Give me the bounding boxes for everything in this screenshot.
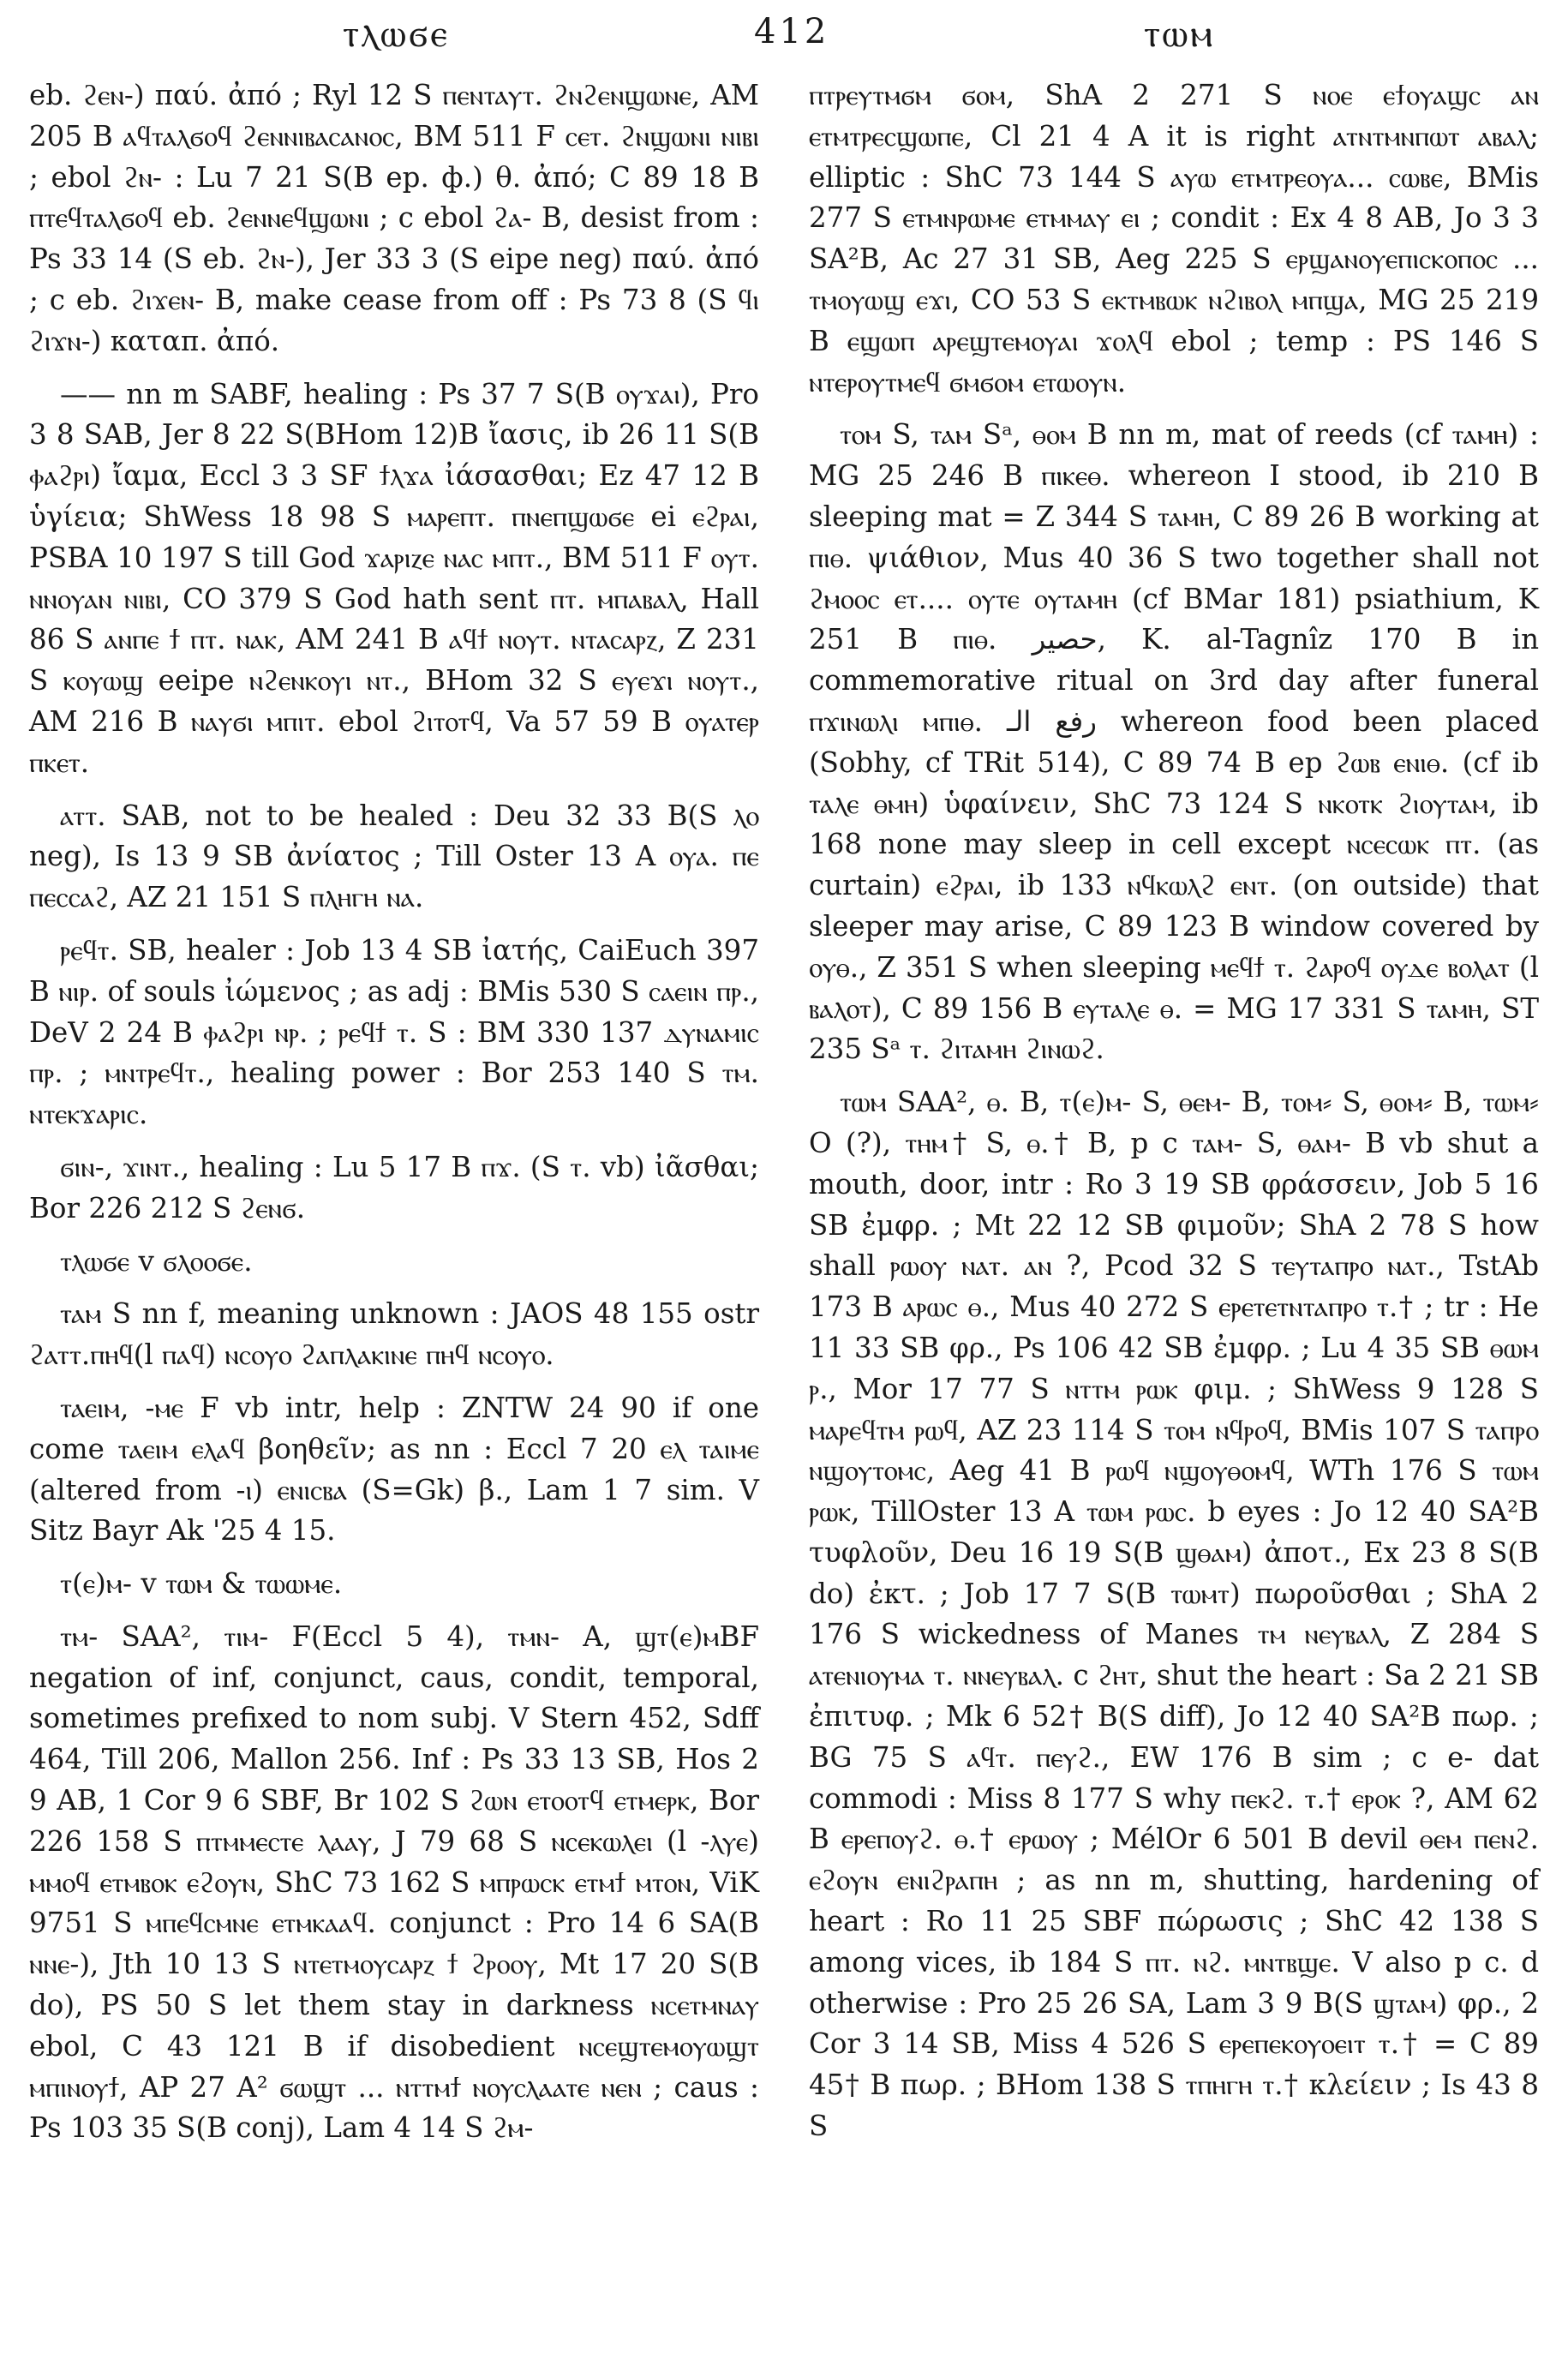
- page-number: 412: [754, 12, 830, 51]
- entry-paragraph: —— nn m SABF, healing : Ps 37 7 S(B ⲟⲩϫⲁⲓ), Pro 3 8 SAB, Jer 8 22 S(BHom 12)B ἴασις, ib 26 11 S(B ⲫⲁϩⲣⲓ) ἴαμα, Eccl 3 3 SF ϯⲗϫⲁ ἰάσασθαι; Ez 47 12 B ὑγίεια; ShWess 18 98 S ⲙⲁⲣⲉⲡⲧ. ⲡⲛⲉⲡϣⲱϭⲉ ei ⲉϩⲣⲁⲓ, PSBA 10 197 S till God ϫⲁⲣⲓⲍⲉ ⲛⲁⲥ ⲙⲡⲧ., BM 511 F ⲟⲩⲧ. ⲛⲛⲟⲩⲁⲛ ⲛⲓⲃⲓ, CO 379 S God hath sent ⲡⲧ. ⲙⲡⲁⲃⲁⲗ, Hall 86 S ⲁⲛⲡⲉ ϯ ⲡⲧ. ⲛⲁⲕ, AM 241 B ⲁϥϯ ⲛⲟⲩⲧ. ⲛⲧⲁⲥⲁⲣⲍ, Z 231 S ⲕⲟⲩⲱϣ eeipe ⲛϩⲉⲛⲕⲟⲩⲓ ⲛⲧ., BHom 32 S ⲉⲩⲉϫⲓ ⲛⲟⲩⲧ., AM 216 B ⲛⲁⲩϭⲓ ⲙⲡⲓⲧ. ebol ϩⲓⲧⲟⲧϥ, Va 57 59 B ⲟⲩⲁⲧⲉⲣ ⲡⲕⲉⲧ.: [29, 377, 759, 779]
- entry-paragraph: eb. ϩⲉⲛ-) παύ. ἀπό ; Ryl 12 S ⲡⲉⲛⲧⲁⲩⲧ. ϩⲛϩⲉⲛϣⲱⲛⲉ, AM 205 B ⲁϥⲧⲁⲗϭⲟϥ ϩⲉⲛⲛⲓⲃⲁⲥⲁⲛⲟⲥ, BM 511 F ⲥⲉⲧ. ϩⲛϣⲱⲛⲓ ⲛⲓⲃⲓ ; ebol ϩⲛ- : Lu 7 21 S(B ep. ф.) θ. ἀπό; C 89 18 B ⲡⲧⲉϥⲧⲁⲗϭⲟϥ eb. ϩⲉⲛⲛⲉϥϣⲱⲛⲓ ; c ebol ϩⲁ- B, desist from : Ps 33 14 (S eb. ϩⲛ-), Jer 33 3 (S eipe neg) παύ. ἀπό ; c eb. ϩⲓϫⲉⲛ- B, make cease from off : Ps 73 8 (S ϥⲓ ϩⲓϫⲛ-) καταπ. ἀπό.: [29, 79, 759, 357]
- entry-paragraph: ⲧⲱⲙ SAA², ⲑ. B, ⲧ(ⲉ)ⲙ- S, ⲑⲉⲙ- B, ⲧⲟⲙ⸗ S, ⲑⲟⲙ⸗ B, ⲧⲱⲙ⸗ O (?), ⲧⲏⲙ† S, ⲑ.† B, p c ⲧⲁⲙ- S, ⲑⲁⲙ- B vb shut a mouth, door, intr : Ro 3 19 SB φράσσειν, Job 5 16 SB ἐμφρ. ; Mt 22 12 SB φιμοῦν; ShA 2 78 S how shall ⲣⲱⲟⲩ ⲛⲁⲧ. ⲁⲛ ?, Pcod 32 S ⲧⲉⲩⲧⲁⲡⲣⲟ ⲛⲁⲧ., TstAb 173 B ⲁⲣⲱⲥ ⲑ., Mus 40 272 S ⲉⲣⲉⲧⲉⲧⲛⲧⲁⲡⲣⲟ ⲧ.† ; tr : He 11 33 SB φρ., Ps 106 42 SB ἐμφρ. ; Lu 4 35 SB ⲑⲱⲙ ⲣ., Mor 17 77 S ⲛⲧⲧⲙ ⲣⲱⲕ φιμ. ; ShWess 9 128 S ⲙⲁⲣⲉϥⲧⲙ ⲣⲱϥ, AZ 23 114 S ⲧⲟⲙ ⲛϥⲣⲟϥ, BMis 107 S ⲧⲁⲡⲣⲟ ⲛϣⲟⲩⲧⲟⲙⲥ, Aeg 41 B ⲣⲱϥ ⲛϣⲟⲩⲑⲟⲙϥ, WTh 176 S ⲧⲱⲙ ⲣⲱⲕ, TillOster 13 A ⲧⲱⲙ ⲣⲱⲥ. b eyes : Jo 12 40 SA²B τυφλοῦν, Deu 16 19 S(B ϣⲑⲁⲙ) ἀποτ., Ex 23 8 S(B do) ἐκτ. ; Job 17 7 S(B ⲧⲱⲙⲧ) πωροῦσθαι ; ShA 2 176 S wickedness of Manes ⲧⲙ ⲛⲉⲩⲃⲁⲗ, Z 284 S ⲁⲧⲉⲛⲓⲟⲩⲙⲁ ⲧ. ⲛⲛⲉⲩⲃⲁⲗ. c ϩⲏⲧ, shut the heart : Sa 2 21 SB ἐπιτυφ. ; Mk 6 52† B(S diff), Jo 12 40 SA²B πωρ. ; BG 75 S ⲁϥⲧ. ⲡⲉⲩϩ., EW 176 B sim ; c e- dat commodi : Miss 8 177 S why ⲡⲉⲕϩ. ⲧ.† ⲉⲣⲟⲕ ?, AM 62 B ⲉⲣⲉⲡⲟⲩϩ. ⲑ.† ⲉⲣⲱⲟⲩ ; MélOr 6 501 B devil ⲑⲉⲙ ⲡⲉⲛϩ. ⲉϩⲟⲩⲛ ⲉⲛⲓϩⲣⲁⲡⲏ ; as nn m, shutting, hardening of heart : Ro 11 25 SBF πώρωσις ; ShC 42 138 S among vices, ib 184 S ⲡⲧ. ⲛϩ. ⲙⲛⲧⲃϣⲉ. V also p c. d otherwise : Pro 25 26 SA, Lam 3 9 B(S ϣⲧⲁⲙ) φρ., 2 Cor 3 14 SB, Miss 4 526 S ⲉⲣⲉⲡⲉⲕⲟⲩⲟⲉⲓⲧ ⲧ.† = C 89 45† B πωρ. ; BHom 138 S ⲧⲡⲏⲅⲏ ⲧ.† κλείειν ; Is 43 8 S: [809, 1086, 1539, 2143]
- entry-paragraph: ⲧⲙ- SAA², ⲧⲓⲙ- F(Eccl 5 4), ⲧⲙⲛ- A, ϣⲧ(ⲉ)ⲙBF negation of inf, conjunct, caus, condit, temporal, sometimes prefixed to nom subj. V Stern 452, Sdff 464, Till 206, Mallon 256. Inf : Ps 33 13 SB, Hos 2 9 AB, 1 Cor 9 6 SBF, Br 102 S ϩⲱⲛ ⲉⲧⲟⲟⲧϥ ⲉⲧⲙⲉⲣⲕ, Bor 226 158 S ⲡⲧⲙⲙⲉⲥⲧⲉ ⲗⲁⲁⲩ, J 79 68 S ⲛⲥⲉⲕⲱⲗⲉⲓ (l -ⲗⲩⲉ) ⲙⲙⲟϥ ⲉⲧⲙⲃⲟⲕ ⲉϩⲟⲩⲛ, ShC 73 162 S ⲙⲡⲣⲱⲥⲕ ⲉⲧⲙϯ ⲙⲧⲟⲛ, ViK 9751 S ⲙⲡⲉϥⲥⲙⲛⲉ ⲉⲧⲙⲕⲁⲁϥ. conjunct : Pro 14 6 SA(B ⲛⲛⲉ-), Jth 10 13 S ⲛⲧⲉⲧⲙⲟⲩⲥⲁⲣⲍ ϯ ϩⲣⲟⲟⲩ, Mt 17 20 S(B do), PS 50 S let them stay in darkness ⲛⲥⲉⲧⲙⲛⲁⲩ ebol, C 43 121 B if disobedient ⲛⲥⲉϣⲧⲉⲙⲟⲩⲱϣⲧ ⲙⲡⲓⲛⲟⲩϯ, AP 27 A² ϭⲱϣⲧ ... ⲛⲧⲧⲙϯ ⲛⲟⲩⲥⲗⲁⲁⲧⲉ ⲛⲉⲛ ; caus : Ps 103 35 S(B conj), Lam 4 14 S ϩⲙ-: [29, 1620, 759, 2145]
- page-header: [0, 12, 1568, 63]
- left-column: [29, 75, 759, 2161]
- entry-paragraph: ⲣⲉϥⲧ. SB, healer : Job 13 4 SB ἰατής, CaiEuch 397 B ⲛⲓⲣ. of souls ἰώμενος ; as adj : BMis 530 S ⲥⲁⲉⲓⲛ ⲡⲣ., DeV 2 24 B ⲫⲁϩⲣⲓ ⲛⲣ. ; ⲣⲉϥϯ ⲧ. S : BM 330 137 ⲇⲩⲛⲁⲙⲓⲥ ⲡⲣ. ; ⲙⲛⲧⲣⲉϥⲧ., healing power : Bor 253 140 S ⲧⲙ. ⲛⲧⲉⲕϫⲁⲣⲓⲥ.: [29, 933, 759, 1131]
- entry-paragraph: ⲧⲗⲱϭⲉ v ϭⲗⲟⲟϭⲉ.: [60, 1244, 253, 1278]
- entry-paragraph: ⲧⲁⲙ S nn f, meaning unknown : JAOS 48 155 ostr ϩⲁⲧⲧ.ⲡⲏϥ(l ⲡⲁϥ) ⲛⲥⲟⲩⲟ ϩⲁⲡⲗⲁⲕⲓⲛⲉ ⲡⲏϥ ⲛⲥⲟⲩⲟ.: [29, 1297, 759, 1372]
- entry-paragraph: ⲡⲧⲣⲉⲩⲧⲙϭⲙ ϭⲟⲙ, ShA 2 271 S ⲛⲟⲉ ⲉϯⲟⲩⲁϣⲥ ⲁⲛ ⲉⲧⲙⲧⲣⲉⲥϣⲱⲡⲉ, Cl 21 4 A it is right ⲁⲧⲛⲧⲙⲛⲡⲱⲧ ⲁⲃⲁⲗ; elliptic : ShC 73 144 S ⲁⲩⲱ ⲉⲧⲙⲧⲣⲉⲟⲩⲁ... ⲥⲱⲃⲉ, BMis 277 S ⲉⲧⲙⲛⲣⲱⲙⲉ ⲉⲧⲙⲙⲁⲩ ⲉⲓ ; condit : Ex 4 8 AB, Jo 3 3 SA²B, Ac 27 31 SB, Aeg 225 S ⲉⲣϣⲁⲛⲟⲩⲉⲡⲓⲥⲕⲟⲡⲟⲥ ... ⲧⲙⲟⲩⲱϣ ⲉϫⲓ, CO 53 S ⲉⲕⲧⲙⲃⲱⲕ ⲛϩⲓⲃⲟⲗ ⲙⲡϣⲁ, MG 25 219 B ⲉϣⲱⲡ ⲁⲣⲉϣⲧⲉⲙⲟⲩⲁⲓ ϫⲟⲗϥ ebol ; temp : PS 146 S ⲛⲧⲉⲣⲟⲩⲧⲙⲉϥ ϭⲙϭⲟⲙ ⲉⲧⲱⲟⲩⲛ.: [809, 79, 1539, 398]
- entry-paragraph: ⲁⲧⲧ. SAB, not to be healed : Deu 32 33 B(S ⲗⲟ neg), Is 13 9 SB ἀνίατος ; Till Oster 13 A ⲟⲩⲁ. ⲡⲉ ⲡⲉⲥⲥⲁϩ, AZ 21 151 S ⲡⲗⲏⲅⲏ ⲛⲁ.: [29, 799, 759, 914]
- entry-paragraph: ⲧⲟⲙ S, ⲧⲁⲙ Sᵃ, ⲑⲟⲙ B nn m, mat of reeds (cf ⲧⲁⲙⲏ) : MG 25 246 B ⲡⲓⲕⲉⲑ. whereon I stood, ib 210 B sleeping mat = Z 344 S ⲧⲁⲙⲏ, C 89 26 B working at ⲡⲓⲑ. ψιάθιον, Mus 40 36 S two together shall not ϩⲙⲟⲟⲥ ⲉⲧ.... ⲟⲩⲧⲉ ⲟⲩⲧⲁⲙⲏ (cf BMar 181) psiathium, K 251 B ⲡⲓⲑ. حصير, K. al-Tagnîz 170 B in commemorative ritual on 3rd day after funeral ⲡϫⲓⲛⲱⲗⲓ ⲙⲡⲓⲑ. رفع الـ whereon food been placed (Sobhy, cf TRit 514), C 89 74 B ep ϩⲱⲃ ⲉⲛⲓⲑ. (cf ib ⲧⲁⲗⲉ ⲑⲙⲏ) ὑφαίνειν, ShC 73 124 S ⲛⲕⲟⲧⲕ ϩⲓⲟⲩⲧⲁⲙ, ib 168 none may sleep in cell except ⲛⲥⲉⲥⲱⲕ ⲡⲧ. (as curtain) ⲉϩⲣⲁⲓ, ib 133 ⲛϥⲕⲱⲗϩ ⲉⲛⲧ. (on outside) that sleeper may arise, C 89 123 B window covered by ⲟⲩⲑ., Z 351 S when sleeping ⲙⲉϥϯ ⲧ. ϩⲁⲣⲟϥ ⲟⲩⲇⲉ ⲃⲟⲗⲁⲧ (l ⲃⲁⲗⲟⲧ), C 89 156 B ⲉⲩⲧⲁⲗⲉ ⲑ. = MG 17 331 S ⲧⲁⲙⲏ, ST 235 Sᵃ ⲧ. ϩⲓⲧⲁⲙⲏ ϩⲓⲛⲱϩ.: [809, 418, 1540, 1066]
- entry-paragraph: ⲧ(ⲉ)ⲙ- v ⲧⲱⲙ & ⲧⲱⲱⲙⲉ.: [60, 1567, 343, 1601]
- right-running-headword: ⲧⲱⲙ: [1144, 12, 1216, 56]
- entry-paragraph: ⲧⲁⲉⲓⲙ, -ⲙⲉ F vb intr, help : ZNTW 24 90 if one come ⲧⲁⲉⲓⲙ ⲉⲗⲁϥ βοηθεῖν; as nn : Eccl 7 20 ⲉⲗ ⲧⲁⲓⲙⲉ (altered from -ⲓ) ⲉⲛⲓⲥⲃⲁ (S=Gk) β., Lam 1 7 sim. V Sitz Bayr Ak '25 4 15.: [29, 1391, 759, 1548]
- entry-paragraph: ϭⲓⲛ-, ϫⲓⲛⲧ., healing : Lu 5 17 B ⲡϫ. (S ⲧ. vb) ἰᾶσθαι; Bor 226 212 S ϩⲉⲛϭ.: [29, 1150, 759, 1224]
- left-running-headword: ⲧⲗⲱϭⲉ: [343, 12, 450, 56]
- right-column: [809, 75, 1539, 2159]
